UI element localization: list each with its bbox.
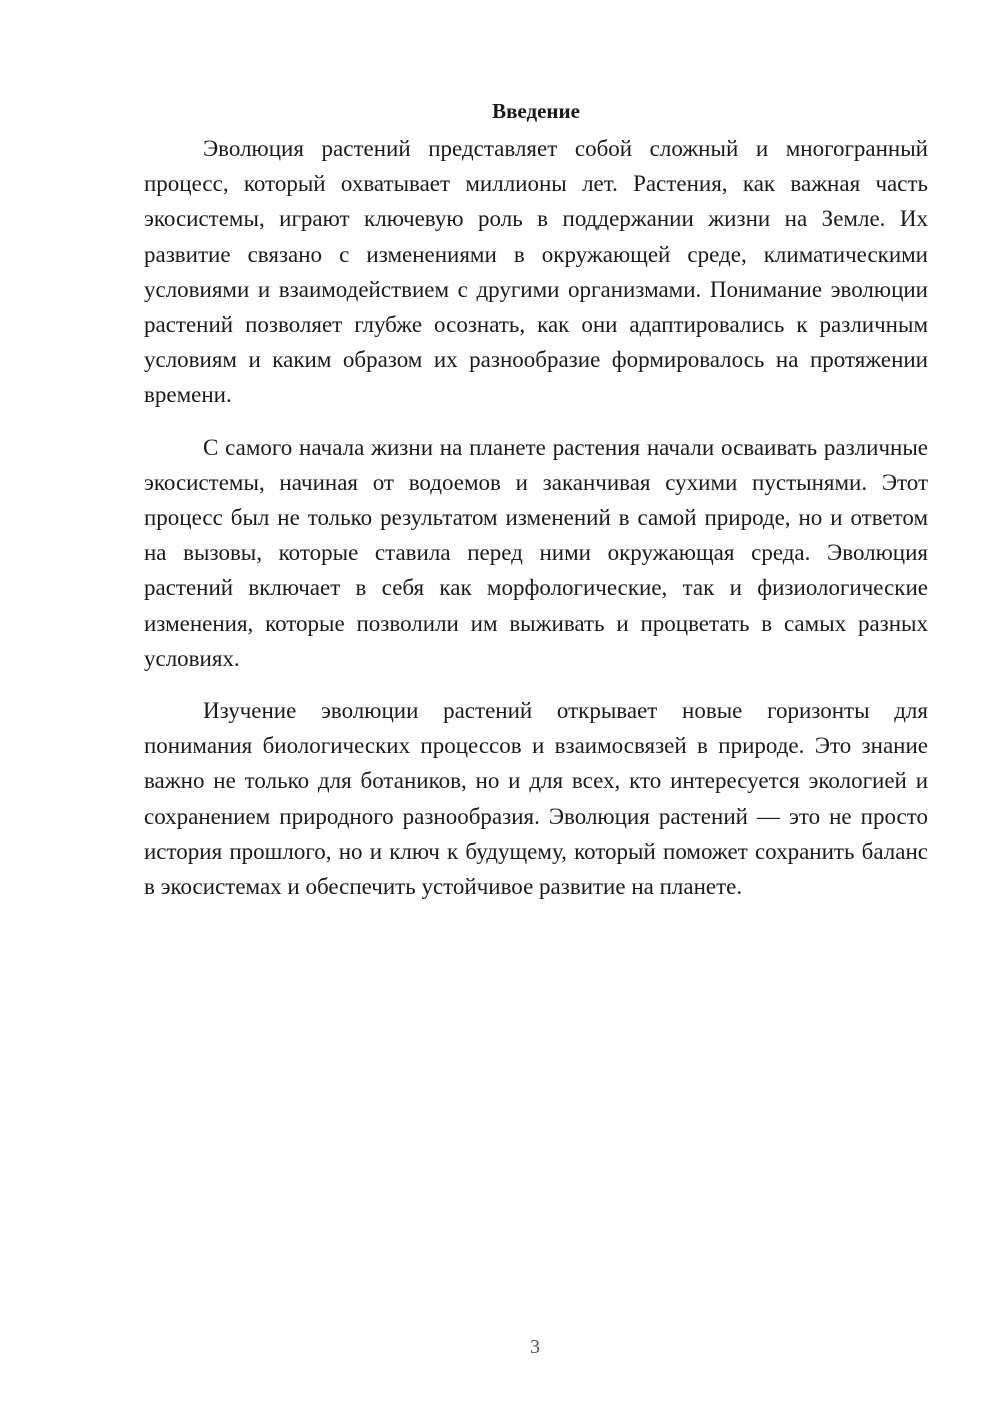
- paragraph-3: Изучение эволюции растений открывает новые горизонты для понимания биологических процессов и взаимосвязей в природе. Это знание важно не только для ботаников, но и для всех, кто интересуется экологией и сохранением природного разнообразия. Эволюция растений — это не просто история прошлого, но и ключ к будущему, который поможет сохранить баланс в экосистемах и обеспечить устойчивое развитие на планете.: [144, 698, 928, 900]
- page-content: [144, 92, 928, 921]
- section-heading: Введение: [492, 99, 580, 123]
- paragraph-2: С самого начала жизни на планете растения начали осваивать различные экосистемы, начиная от водоемов и заканчивая сухими пустынями. Этот процесс был не только результатом изменений в самой природе, но и ответом на вызовы, которые ставила перед ними окружающая среда. Эволюция растений включает в себя как морфологические, так и физиологические изменения, которые позволили им выживать и процветать в самых разных условиях.: [144, 434, 928, 671]
- page-number: 3: [530, 1336, 540, 1358]
- paragraph-1: Эволюция растений представляет собой сложный и многогранный процесс, который охватывает миллионы лет. Растения, как важная часть экосистемы, играют ключевую роль в поддержании жизни на Земле. Их развитие связано с изменениями в окружающей среде, климатическими условиями и взаимодействием с другими организмами. Понимание эволюции растений позволяет глубже осознать, как они адаптировались к различным условиям и каким образом их разнообразие формировалось на протяжении времени.: [144, 136, 928, 408]
